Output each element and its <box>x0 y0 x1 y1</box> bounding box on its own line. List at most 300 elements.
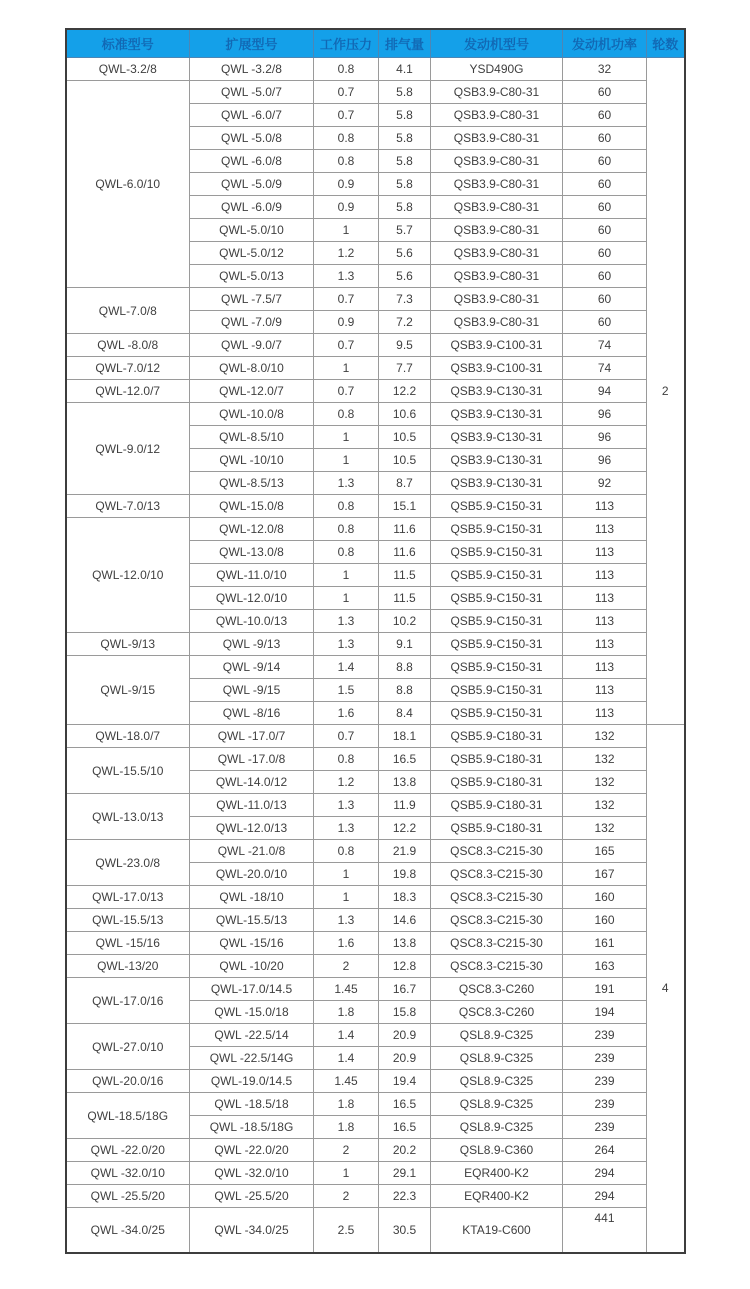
table-row <box>66 886 685 909</box>
engine-power-cell: 264 <box>563 1139 647 1162</box>
engine-model-cell: QSB3.9-C80-31 <box>431 81 563 104</box>
displacement-cell: 5.8 <box>379 173 431 196</box>
extended-model-cell: QWL -5.0/7 <box>190 81 314 104</box>
pressure-cell: 0.8 <box>314 748 379 771</box>
engine-model-cell: QSB5.9-C150-31 <box>431 541 563 564</box>
pressure-cell: 1 <box>314 449 379 472</box>
table-row <box>66 909 685 932</box>
table-row <box>66 1162 685 1185</box>
displacement-cell: 12.2 <box>379 817 431 840</box>
column-header-extended-model: 扩展型号 <box>190 29 314 58</box>
pressure-cell: 0.9 <box>314 173 379 196</box>
header-row <box>66 29 685 58</box>
engine-model-cell: QSB5.9-C150-31 <box>431 518 563 541</box>
column-header-engine-power: 发动机功率 <box>563 29 647 58</box>
pressure-cell: 1.4 <box>314 1024 379 1047</box>
standard-model-cell: QWL-17.0/13 <box>66 886 190 909</box>
displacement-cell: 16.5 <box>379 748 431 771</box>
engine-power-cell: 96 <box>563 449 647 472</box>
extended-model-cell: QWL -5.0/9 <box>190 173 314 196</box>
wheel-count-cell: 2 <box>647 58 685 725</box>
engine-model-cell: QSB3.9-C130-31 <box>431 472 563 495</box>
standard-model-cell: QWL-7.0/12 <box>66 357 190 380</box>
engine-model-cell: QSB5.9-C180-31 <box>431 725 563 748</box>
extended-model-cell: QWL -9/13 <box>190 633 314 656</box>
column-header-standard-model: 标准型号 <box>66 29 190 58</box>
standard-model-cell: QWL-9/13 <box>66 633 190 656</box>
engine-power-cell: 60 <box>563 311 647 334</box>
engine-model-cell: QSB3.9-C80-31 <box>431 288 563 311</box>
engine-model-cell: QSB5.9-C180-31 <box>431 817 563 840</box>
extended-model-cell: QWL -32.0/10 <box>190 1162 314 1185</box>
extended-model-cell: QWL -18.5/18G <box>190 1116 314 1139</box>
pressure-cell: 1.8 <box>314 1001 379 1024</box>
displacement-cell: 5.6 <box>379 265 431 288</box>
engine-power-cell: 92 <box>563 472 647 495</box>
extended-model-cell: QWL-11.0/13 <box>190 794 314 817</box>
engine-power-cell: 60 <box>563 173 647 196</box>
table-row <box>66 495 685 518</box>
standard-model-cell: QWL -15/16 <box>66 932 190 955</box>
table-row <box>66 955 685 978</box>
displacement-cell: 20.9 <box>379 1047 431 1070</box>
table-row <box>66 81 685 104</box>
pressure-cell: 1.6 <box>314 932 379 955</box>
pressure-cell: 0.9 <box>314 311 379 334</box>
extended-model-cell: QWL-8.5/13 <box>190 472 314 495</box>
displacement-cell: 22.3 <box>379 1185 431 1208</box>
displacement-cell: 12.8 <box>379 955 431 978</box>
engine-model-cell: QSB5.9-C150-31 <box>431 564 563 587</box>
extended-model-cell: QWL -9/14 <box>190 656 314 679</box>
standard-model-cell: QWL-3.2/8 <box>66 58 190 81</box>
standard-model-cell: QWL -32.0/10 <box>66 1162 190 1185</box>
engine-power-cell: 60 <box>563 242 647 265</box>
engine-power-cell: 113 <box>563 564 647 587</box>
pressure-cell: 1 <box>314 564 379 587</box>
pressure-cell: 0.8 <box>314 58 379 81</box>
standard-model-cell: QWL-18.5/18G <box>66 1093 190 1139</box>
displacement-cell: 5.7 <box>379 219 431 242</box>
displacement-cell: 10.2 <box>379 610 431 633</box>
engine-power-cell: 194 <box>563 1001 647 1024</box>
table-body <box>66 58 685 1253</box>
pressure-cell: 1.45 <box>314 1070 379 1093</box>
column-header-engine-model: 发动机型号 <box>431 29 563 58</box>
displacement-cell: 18.1 <box>379 725 431 748</box>
pressure-cell: 0.9 <box>314 196 379 219</box>
engine-power-cell: 60 <box>563 127 647 150</box>
engine-power-cell: 113 <box>563 587 647 610</box>
engine-power-cell: 191 <box>563 978 647 1001</box>
displacement-cell: 12.2 <box>379 380 431 403</box>
engine-power-cell: 239 <box>563 1070 647 1093</box>
table-row <box>66 748 685 771</box>
displacement-cell: 5.8 <box>379 127 431 150</box>
engine-model-cell: QSB5.9-C150-31 <box>431 610 563 633</box>
extended-model-cell: QWL-12.0/10 <box>190 587 314 610</box>
standard-model-cell: QWL -8.0/8 <box>66 334 190 357</box>
extended-model-cell: QWL -7.0/9 <box>190 311 314 334</box>
table-row <box>66 633 685 656</box>
displacement-cell: 10.5 <box>379 426 431 449</box>
engine-model-cell: EQR400-K2 <box>431 1185 563 1208</box>
displacement-cell: 11.6 <box>379 518 431 541</box>
extended-model-cell: QWL -15.0/18 <box>190 1001 314 1024</box>
extended-model-cell: QWL -5.0/8 <box>190 127 314 150</box>
displacement-cell: 11.6 <box>379 541 431 564</box>
pressure-cell: 0.7 <box>314 334 379 357</box>
table-row <box>66 357 685 380</box>
engine-power-cell: 74 <box>563 357 647 380</box>
extended-model-cell: QWL -18.5/18 <box>190 1093 314 1116</box>
displacement-cell: 29.1 <box>379 1162 431 1185</box>
engine-power-cell: 441 <box>563 1208 647 1253</box>
pressure-cell: 1.4 <box>314 656 379 679</box>
engine-power-cell: 113 <box>563 702 647 725</box>
standard-model-cell: QWL -22.0/20 <box>66 1139 190 1162</box>
extended-model-cell: QWL -6.0/9 <box>190 196 314 219</box>
engine-power-cell: 132 <box>563 771 647 794</box>
table-row <box>66 725 685 748</box>
displacement-cell: 8.8 <box>379 679 431 702</box>
standard-model-cell: QWL-9.0/12 <box>66 403 190 495</box>
displacement-cell: 15.8 <box>379 1001 431 1024</box>
engine-power-cell: 74 <box>563 334 647 357</box>
extended-model-cell: QWL -22.0/20 <box>190 1139 314 1162</box>
engine-power-cell: 165 <box>563 840 647 863</box>
extended-model-cell: QWL -6.0/7 <box>190 104 314 127</box>
table-row <box>66 518 685 541</box>
engine-model-cell: QSC8.3-C260 <box>431 978 563 1001</box>
displacement-cell: 20.2 <box>379 1139 431 1162</box>
pressure-cell: 0.8 <box>314 518 379 541</box>
table-row <box>66 794 685 817</box>
pressure-cell: 2 <box>314 1185 379 1208</box>
engine-power-cell: 113 <box>563 679 647 702</box>
extended-model-cell: QWL-5.0/13 <box>190 265 314 288</box>
pressure-cell: 1 <box>314 1162 379 1185</box>
pressure-cell: 0.8 <box>314 150 379 173</box>
engine-power-cell: 60 <box>563 265 647 288</box>
pressure-cell: 1 <box>314 886 379 909</box>
displacement-cell: 4.1 <box>379 58 431 81</box>
displacement-cell: 5.8 <box>379 104 431 127</box>
pressure-cell: 2.5 <box>314 1208 379 1253</box>
column-header-wheel-count: 轮数 <box>647 29 685 58</box>
engine-power-cell: 160 <box>563 909 647 932</box>
engine-power-cell: 132 <box>563 794 647 817</box>
extended-model-cell: QWL -17.0/7 <box>190 725 314 748</box>
wheel-count-cell: 4 <box>647 725 685 1253</box>
extended-model-cell: QWL-20.0/10 <box>190 863 314 886</box>
pressure-cell: 0.8 <box>314 541 379 564</box>
extended-model-cell: QWL-12.0/8 <box>190 518 314 541</box>
engine-model-cell: QSB3.9-C80-31 <box>431 127 563 150</box>
engine-model-cell: QSB5.9-C180-31 <box>431 748 563 771</box>
standard-model-cell: QWL-27.0/10 <box>66 1024 190 1070</box>
engine-power-cell: 96 <box>563 426 647 449</box>
engine-power-cell: 96 <box>563 403 647 426</box>
engine-power-cell: 239 <box>563 1116 647 1139</box>
displacement-cell: 20.9 <box>379 1024 431 1047</box>
pressure-cell: 1.4 <box>314 1047 379 1070</box>
pressure-cell: 1.3 <box>314 817 379 840</box>
extended-model-cell: QWL-8.5/10 <box>190 426 314 449</box>
engine-power-cell: 113 <box>563 633 647 656</box>
pressure-cell: 1.3 <box>314 794 379 817</box>
engine-model-cell: QSB3.9-C130-31 <box>431 449 563 472</box>
displacement-cell: 5.6 <box>379 242 431 265</box>
table-row <box>66 932 685 955</box>
engine-model-cell: QSB3.9-C80-31 <box>431 265 563 288</box>
displacement-cell: 13.8 <box>379 771 431 794</box>
engine-model-cell: QSC8.3-C260 <box>431 1001 563 1024</box>
engine-power-cell: 60 <box>563 150 647 173</box>
pressure-cell: 0.7 <box>314 725 379 748</box>
extended-model-cell: QWL -7.5/7 <box>190 288 314 311</box>
standard-model-cell: QWL -34.0/25 <box>66 1208 190 1253</box>
engine-model-cell: QSB5.9-C180-31 <box>431 771 563 794</box>
engine-model-cell: QSB3.9-C80-31 <box>431 242 563 265</box>
extended-model-cell: QWL -8/16 <box>190 702 314 725</box>
pressure-cell: 1.45 <box>314 978 379 1001</box>
engine-model-cell: QSC8.3-C215-30 <box>431 909 563 932</box>
engine-model-cell: QSL8.9-C325 <box>431 1116 563 1139</box>
engine-power-cell: 113 <box>563 495 647 518</box>
engine-power-cell: 161 <box>563 932 647 955</box>
standard-model-cell: QWL-18.0/7 <box>66 725 190 748</box>
pressure-cell: 0.8 <box>314 127 379 150</box>
displacement-cell: 7.7 <box>379 357 431 380</box>
pressure-cell: 1.3 <box>314 472 379 495</box>
engine-power-cell: 113 <box>563 518 647 541</box>
extended-model-cell: QWL -17.0/8 <box>190 748 314 771</box>
engine-model-cell: QSC8.3-C215-30 <box>431 863 563 886</box>
extended-model-cell: QWL-10.0/8 <box>190 403 314 426</box>
extended-model-cell: QWL -22.5/14 <box>190 1024 314 1047</box>
pressure-cell: 1.3 <box>314 265 379 288</box>
displacement-cell: 14.6 <box>379 909 431 932</box>
standard-model-cell: QWL -25.5/20 <box>66 1185 190 1208</box>
extended-model-cell: QWL -9.0/7 <box>190 334 314 357</box>
engine-model-cell: QSB3.9-C80-31 <box>431 104 563 127</box>
engine-model-cell: QSB5.9-C150-31 <box>431 495 563 518</box>
pressure-cell: 0.7 <box>314 104 379 127</box>
pressure-cell: 1 <box>314 863 379 886</box>
table-row <box>66 978 685 1001</box>
displacement-cell: 11.5 <box>379 587 431 610</box>
engine-power-cell: 32 <box>563 58 647 81</box>
engine-model-cell: QSC8.3-C215-30 <box>431 886 563 909</box>
extended-model-cell: QWL-19.0/14.5 <box>190 1070 314 1093</box>
pressure-cell: 1.2 <box>314 771 379 794</box>
table-row <box>66 403 685 426</box>
extended-model-cell: QWL -22.5/14G <box>190 1047 314 1070</box>
table-row <box>66 1185 685 1208</box>
standard-model-cell: QWL-12.0/7 <box>66 380 190 403</box>
extended-model-cell: QWL-12.0/7 <box>190 380 314 403</box>
standard-model-cell: QWL-7.0/13 <box>66 495 190 518</box>
engine-power-cell: 113 <box>563 541 647 564</box>
engine-power-cell: 113 <box>563 656 647 679</box>
extended-model-cell: QWL -10/20 <box>190 955 314 978</box>
extended-model-cell: QWL -21.0/8 <box>190 840 314 863</box>
engine-power-cell: 60 <box>563 104 647 127</box>
standard-model-cell: QWL-15.5/10 <box>66 748 190 794</box>
pressure-cell: 1.6 <box>314 702 379 725</box>
displacement-cell: 5.8 <box>379 81 431 104</box>
pressure-cell: 1.3 <box>314 633 379 656</box>
column-header-displacement: 排气量 <box>379 29 431 58</box>
extended-model-cell: QWL -6.0/8 <box>190 150 314 173</box>
table-row <box>66 656 685 679</box>
pressure-cell: 1.8 <box>314 1116 379 1139</box>
engine-model-cell: QSB5.9-C150-31 <box>431 679 563 702</box>
displacement-cell: 5.8 <box>379 196 431 219</box>
engine-model-cell: YSD490G <box>431 58 563 81</box>
extended-model-cell: QWL -10/10 <box>190 449 314 472</box>
engine-model-cell: QSL8.9-C325 <box>431 1070 563 1093</box>
engine-power-cell: 163 <box>563 955 647 978</box>
standard-model-cell: QWL-23.0/8 <box>66 840 190 886</box>
displacement-cell: 5.8 <box>379 150 431 173</box>
engine-power-cell: 294 <box>563 1162 647 1185</box>
engine-model-cell: QSC8.3-C215-30 <box>431 840 563 863</box>
pressure-cell: 1 <box>314 426 379 449</box>
standard-model-cell: QWL-12.0/10 <box>66 518 190 633</box>
extended-model-cell: QWL-11.0/10 <box>190 564 314 587</box>
standard-model-cell: QWL-13/20 <box>66 955 190 978</box>
table-row <box>66 1070 685 1093</box>
engine-model-cell: QSB3.9-C130-31 <box>431 380 563 403</box>
standard-model-cell: QWL-20.0/16 <box>66 1070 190 1093</box>
engine-power-cell: 113 <box>563 610 647 633</box>
standard-model-cell: QWL-15.5/13 <box>66 909 190 932</box>
engine-power-cell: 60 <box>563 81 647 104</box>
displacement-cell: 9.5 <box>379 334 431 357</box>
engine-power-cell: 132 <box>563 817 647 840</box>
extended-model-cell: QWL-5.0/10 <box>190 219 314 242</box>
table-row <box>66 380 685 403</box>
engine-power-cell: 167 <box>563 863 647 886</box>
extended-model-cell: QWL -15/16 <box>190 932 314 955</box>
extended-model-cell: QWL -9/15 <box>190 679 314 702</box>
engine-model-cell: QSB3.9-C100-31 <box>431 357 563 380</box>
displacement-cell: 10.6 <box>379 403 431 426</box>
pressure-cell: 1.2 <box>314 242 379 265</box>
extended-model-cell: QWL -18/10 <box>190 886 314 909</box>
pressure-cell: 1 <box>314 219 379 242</box>
pressure-cell: 2 <box>314 1139 379 1162</box>
engine-model-cell: QSC8.3-C215-30 <box>431 955 563 978</box>
engine-model-cell: EQR400-K2 <box>431 1162 563 1185</box>
engine-model-cell: QSL8.9-C360 <box>431 1139 563 1162</box>
engine-model-cell: QSL8.9-C325 <box>431 1024 563 1047</box>
engine-model-cell: QSB3.9-C100-31 <box>431 334 563 357</box>
engine-model-cell: QSB3.9-C80-31 <box>431 173 563 196</box>
displacement-cell: 15.1 <box>379 495 431 518</box>
pressure-cell: 0.8 <box>314 840 379 863</box>
displacement-cell: 7.3 <box>379 288 431 311</box>
table-row <box>66 1139 685 1162</box>
pressure-cell: 0.7 <box>314 288 379 311</box>
engine-model-cell: QSB5.9-C150-31 <box>431 656 563 679</box>
engine-model-cell: QSB5.9-C150-31 <box>431 633 563 656</box>
engine-model-cell: QSB3.9-C130-31 <box>431 403 563 426</box>
table-row <box>66 1093 685 1116</box>
engine-model-cell: QSB3.9-C80-31 <box>431 219 563 242</box>
engine-power-cell: 239 <box>563 1024 647 1047</box>
displacement-cell: 19.4 <box>379 1070 431 1093</box>
displacement-cell: 13.8 <box>379 932 431 955</box>
standard-model-cell: QWL-7.0/8 <box>66 288 190 334</box>
extended-model-cell: QWL -34.0/25 <box>190 1208 314 1253</box>
engine-power-cell: 294 <box>563 1185 647 1208</box>
engine-power-cell: 239 <box>563 1093 647 1116</box>
extended-model-cell: QWL-15.5/13 <box>190 909 314 932</box>
engine-power-cell: 132 <box>563 725 647 748</box>
displacement-cell: 8.8 <box>379 656 431 679</box>
engine-model-cell: QSB5.9-C150-31 <box>431 587 563 610</box>
engine-model-cell: QSL8.9-C325 <box>431 1047 563 1070</box>
table-row <box>66 1208 685 1253</box>
displacement-cell: 19.8 <box>379 863 431 886</box>
engine-power-cell: 239 <box>563 1047 647 1070</box>
extended-model-cell: QWL -25.5/20 <box>190 1185 314 1208</box>
engine-model-cell: KTA19-C600 <box>431 1208 563 1253</box>
engine-power-cell: 132 <box>563 748 647 771</box>
extended-model-cell: QWL-12.0/13 <box>190 817 314 840</box>
pressure-cell: 0.8 <box>314 495 379 518</box>
engine-model-cell: QSB3.9-C80-31 <box>431 311 563 334</box>
pressure-cell: 1.5 <box>314 679 379 702</box>
engine-model-cell: QSB3.9-C80-31 <box>431 196 563 219</box>
standard-model-cell: QWL-17.0/16 <box>66 978 190 1024</box>
pressure-cell: 1 <box>314 587 379 610</box>
displacement-cell: 9.1 <box>379 633 431 656</box>
displacement-cell: 18.3 <box>379 886 431 909</box>
displacement-cell: 16.5 <box>379 1093 431 1116</box>
engine-power-cell: 94 <box>563 380 647 403</box>
engine-model-cell: QSB5.9-C150-31 <box>431 702 563 725</box>
displacement-cell: 16.5 <box>379 1116 431 1139</box>
table-row <box>66 334 685 357</box>
extended-model-cell: QWL -3.2/8 <box>190 58 314 81</box>
engine-power-cell: 60 <box>563 288 647 311</box>
displacement-cell: 8.4 <box>379 702 431 725</box>
table-row <box>66 58 685 81</box>
engine-model-cell: QSC8.3-C215-30 <box>431 932 563 955</box>
pressure-cell: 2 <box>314 955 379 978</box>
displacement-cell: 8.7 <box>379 472 431 495</box>
standard-model-cell: QWL-9/15 <box>66 656 190 725</box>
pressure-cell: 0.8 <box>314 403 379 426</box>
engine-power-cell: 160 <box>563 886 647 909</box>
displacement-cell: 10.5 <box>379 449 431 472</box>
pressure-cell: 1.3 <box>314 909 379 932</box>
extended-model-cell: QWL-13.0/8 <box>190 541 314 564</box>
displacement-cell: 30.5 <box>379 1208 431 1253</box>
standard-model-cell: QWL-13.0/13 <box>66 794 190 840</box>
pressure-cell: 0.7 <box>314 81 379 104</box>
pressure-cell: 1.8 <box>314 1093 379 1116</box>
engine-model-cell: QSB5.9-C180-31 <box>431 794 563 817</box>
compressor-spec-table <box>65 28 686 1254</box>
extended-model-cell: QWL-5.0/12 <box>190 242 314 265</box>
engine-model-cell: QSL8.9-C325 <box>431 1093 563 1116</box>
extended-model-cell: QWL-10.0/13 <box>190 610 314 633</box>
